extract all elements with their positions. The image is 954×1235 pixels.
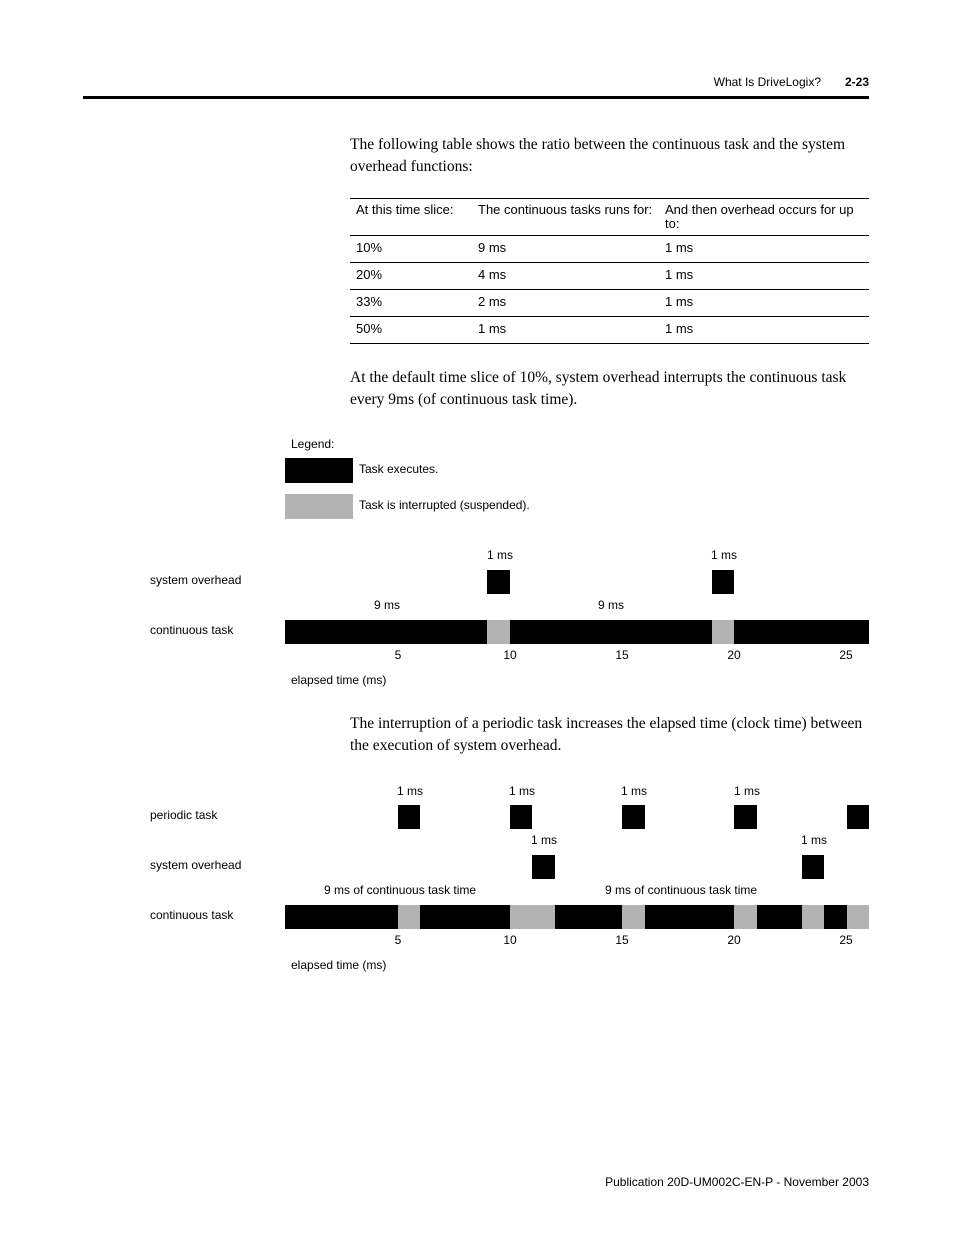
row-label-periodic-task: periodic task bbox=[150, 808, 218, 822]
table-row bbox=[350, 236, 869, 263]
periodic-execution-block bbox=[734, 805, 757, 829]
legend-interrupted-swatch bbox=[285, 494, 353, 519]
axis-tick-label: 20 bbox=[727, 933, 741, 947]
table-header-row bbox=[350, 199, 869, 236]
periodic-execution-block bbox=[398, 805, 420, 829]
table-cell: 20% bbox=[350, 263, 472, 290]
legend-executes-swatch bbox=[285, 458, 353, 483]
table-cell: 33% bbox=[350, 290, 472, 317]
table-cell: 1 ms bbox=[659, 317, 869, 344]
table-cell: 50% bbox=[350, 317, 472, 344]
axis-tick-label: 10 bbox=[503, 648, 517, 662]
periodic-execution-block bbox=[622, 805, 645, 829]
legend-interrupted-label: Task is interrupted (suspended). bbox=[359, 498, 530, 512]
time-slice-table bbox=[350, 198, 869, 344]
overhead-execution-block bbox=[487, 570, 510, 594]
publication-footer: Publication 20D-UM002C-EN-P - November 2003 bbox=[605, 1175, 869, 1189]
continuous-execution-block bbox=[555, 905, 622, 929]
table-cell: 9 ms bbox=[472, 236, 659, 263]
legend-title: Legend: bbox=[291, 437, 335, 451]
table-row bbox=[350, 263, 869, 290]
legend-executes-label: Task executes. bbox=[359, 462, 439, 476]
periodic-duration-label: 1 ms bbox=[397, 784, 424, 798]
table-cell: 2 ms bbox=[472, 290, 659, 317]
continuous-interrupted-block bbox=[622, 905, 645, 929]
default-slice-paragraph: At the default time slice of 10%, system overhead interrupts the continuous task every 9ms (of continuous task time). bbox=[350, 369, 847, 408]
continuous-execution-block bbox=[285, 620, 487, 644]
header-rule bbox=[83, 96, 869, 99]
overhead-duration-label: 1 ms bbox=[801, 833, 828, 847]
continuous-interrupted-block bbox=[487, 620, 510, 644]
continuous-execution-block bbox=[757, 905, 802, 929]
running-header-title: What Is DriveLogix? bbox=[713, 75, 821, 89]
table-cell: 1 ms bbox=[659, 236, 869, 263]
table-cell: 10% bbox=[350, 236, 472, 263]
table-cell: 1 ms bbox=[659, 290, 869, 317]
continuous-interrupted-block bbox=[802, 905, 824, 929]
table-cell: 1 ms bbox=[472, 317, 659, 344]
continuous-run-label: 9 ms of continuous task time bbox=[605, 883, 758, 897]
overhead-execution-block bbox=[802, 855, 824, 879]
axis-tick-label: 5 bbox=[394, 933, 402, 947]
axis-tick-label: 25 bbox=[839, 933, 853, 947]
continuous-execution-block bbox=[645, 905, 734, 929]
axis-label: elapsed time (ms) bbox=[291, 958, 387, 972]
axis-label: elapsed time (ms) bbox=[291, 673, 387, 687]
continuous-interrupted-block bbox=[510, 905, 555, 929]
table-cell: 4 ms bbox=[472, 263, 659, 290]
row-label-continuous-task: continuous task bbox=[150, 623, 234, 637]
axis-tick-label: 15 bbox=[615, 648, 629, 662]
periodic-interruption-paragraph: The interruption of a periodic task increases the elapsed time (clock time) between the execution of system overhead. bbox=[350, 715, 863, 754]
continuous-run-label: 9 ms of continuous task time bbox=[324, 883, 477, 897]
row-label-continuous-task: continuous task bbox=[150, 908, 234, 922]
intro-paragraph: The following table shows the ratio between the continuous task and the system overhead functions: bbox=[350, 136, 846, 175]
periodic-duration-label: 1 ms bbox=[509, 784, 536, 798]
periodic-duration-label: 1 ms bbox=[734, 784, 761, 798]
table-header-cell: And then overhead occurs for up to: bbox=[659, 199, 869, 236]
continuous-execution-block bbox=[734, 620, 869, 644]
axis-tick-label: 15 bbox=[615, 933, 629, 947]
continuous-run-label: 9 ms bbox=[598, 598, 625, 612]
table-row bbox=[350, 290, 869, 317]
periodic-duration-label: 1 ms bbox=[621, 784, 648, 798]
axis-tick-label: 5 bbox=[394, 648, 402, 662]
overhead-execution-block bbox=[532, 855, 555, 879]
continuous-interrupted-block bbox=[398, 905, 420, 929]
table-header-cell: At this time slice: bbox=[350, 199, 472, 236]
row-label-system-overhead: system overhead bbox=[150, 858, 242, 872]
overhead-duration-label: 1 ms bbox=[487, 548, 514, 562]
page-number: 2-23 bbox=[844, 75, 869, 89]
periodic-execution-block bbox=[510, 805, 532, 829]
table-header-cell: The continuous tasks runs for: bbox=[472, 199, 659, 236]
periodic-execution-block bbox=[847, 805, 869, 829]
axis-tick-label: 20 bbox=[727, 648, 741, 662]
continuous-interrupted-block bbox=[734, 905, 757, 929]
continuous-execution-block bbox=[510, 620, 712, 644]
continuous-run-label: 9 ms bbox=[374, 598, 401, 612]
continuous-interrupted-block bbox=[847, 905, 869, 929]
axis-tick-label: 25 bbox=[839, 648, 853, 662]
overhead-duration-label: 1 ms bbox=[711, 548, 738, 562]
continuous-execution-block bbox=[824, 905, 847, 929]
continuous-execution-block bbox=[420, 905, 510, 929]
overhead-duration-label: 1 ms bbox=[531, 833, 558, 847]
table-cell: 1 ms bbox=[659, 263, 869, 290]
axis-tick-label: 10 bbox=[503, 933, 517, 947]
row-label-system-overhead: system overhead bbox=[150, 573, 242, 587]
continuous-interrupted-block bbox=[712, 620, 734, 644]
overhead-execution-block bbox=[712, 570, 734, 594]
table-row bbox=[350, 317, 869, 344]
continuous-execution-block bbox=[285, 905, 398, 929]
